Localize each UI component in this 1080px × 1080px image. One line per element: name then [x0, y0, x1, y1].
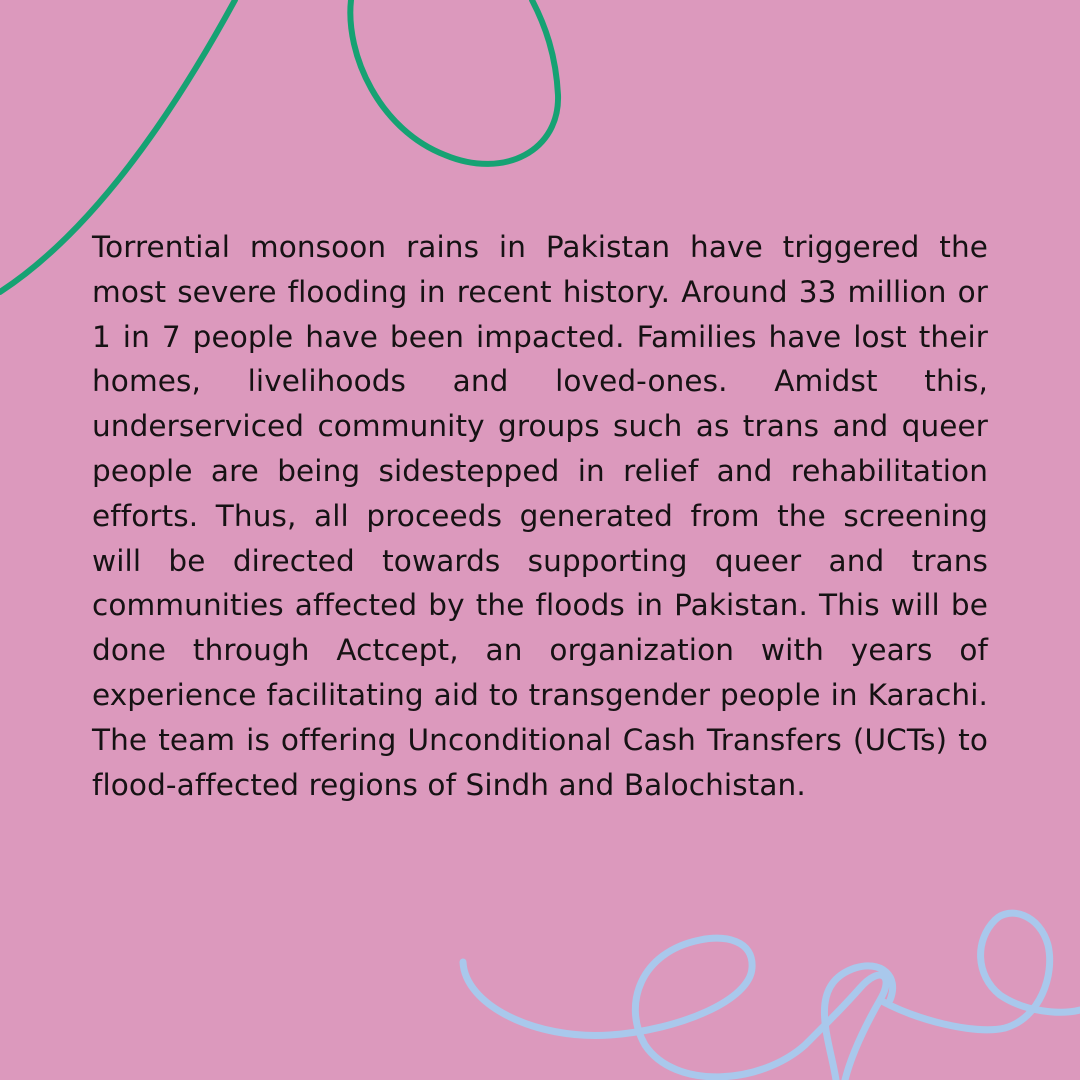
body-paragraph: Torrential monsoon rains in Pakistan have triggered the most severe flooding in recent history. Around 33 million or 1 in 7 people have been impacted. Families have lost their homes, livelihoods and loved-ones. Amidst this, underserviced community groups such as trans and queer people are being sidestepped in relief and rehabilitation efforts. Thus, all proceeds generated from the screening will be directed towards supporting queer and trans communities affected by the floods in Pakistan. This will be done through Actcept, an organization with years of experience facilitating aid to transgender people in Karachi. The team is offering Unconditional Cash Transfers (UCTs) to flood-affected regions of Sindh and Balochistan.: [92, 230, 988, 802]
blue-squiggle-icon: [463, 913, 1080, 1080]
